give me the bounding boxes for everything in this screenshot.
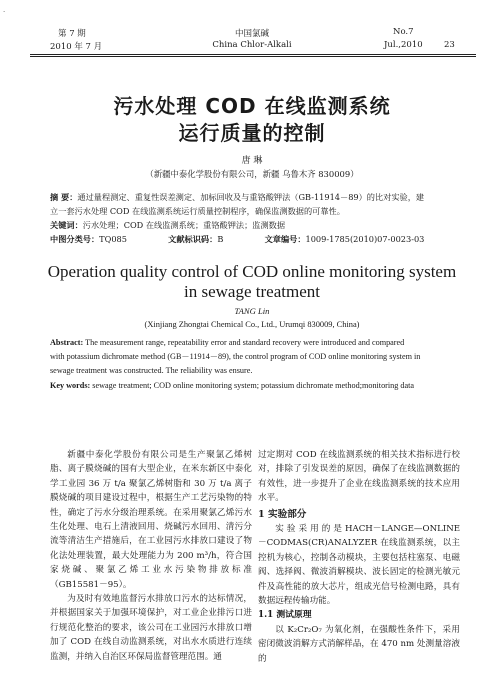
abstract-cn — [50, 190, 460, 205]
author-en: TANG Lin — [234, 306, 270, 316]
section-heading-1: 1 实验部分 — [258, 508, 307, 520]
affiliation-en: (Xinjiang Zhongtai Chemical Co., Ltd., Urumqi 830009, China) — [144, 320, 360, 329]
abstract-en-line3: sewage treatment was constructed. The reliability was ensure. — [50, 366, 253, 375]
title-cn-line2: 运行质量的控制 — [178, 121, 326, 145]
classification-line — [50, 232, 470, 247]
doc-code-value: B — [217, 234, 224, 244]
keywords-cn — [50, 218, 460, 233]
header-page-number: 23 — [444, 40, 455, 50]
section-heading-1-1: 1.1 测试原理 — [258, 610, 312, 621]
body-paragraph: 为及时有效地监督污水排放口污水的达标情况，并根据国家关于加强环境保护，对工业企业排污口进行规范化整治的要求，该公司在工业园污水排放口增加了 COD 在线自动监测系统，对出水水质进行连续监测，并纳入自治区环保局监督管理范围。通 — [50, 594, 252, 662]
article-no-label: 文章编号： — [264, 234, 306, 244]
keywords-cn-label: 关键词： — [50, 220, 83, 230]
header-rule — [30, 54, 476, 55]
keywords-cn-text: 污水处理；COD 在线监测系统；重铬酸钾法；监测数据 — [82, 220, 286, 230]
header-journal-cn: 中国氯碱 — [234, 29, 269, 39]
body-paragraph: 新疆中泰化学股份有限公司是生产聚氯乙烯树脂、离子膜烧碱的国有大型企业，在米东新区中泰化学工业园 36 万 t/a 聚氯乙烯树脂和 30 万 t/a 离子膜烧碱的项目建设过程中，根据生产工艺污染物的特性，确定了污水分级治理系统。在采用聚氯乙烯污水生化处理、电石上清液回用、烧碱污水回用、清污分流等清洁生产措施后，在工业园污水排放口建设了物化法处理装置，最大处理能力为 200 m³/h，符合国家烧碱、聚氯乙烯工业水污染物排放标准（GB15581－95）。 — [50, 450, 252, 590]
abstract-cn-label: 摘 要： — [50, 192, 78, 202]
body-paragraph: 以 K₂Cr₂O₇ 为氧化剂，在强酸性条件下，采用密闭微波消解方式消解样品，在 470 nm 处测量溶液的 — [258, 624, 460, 664]
abstract-en — [50, 336, 470, 351]
article-no-value: 1009-1785(2010)07-0023-03 — [305, 234, 425, 244]
body-paragraph: 过定期对 COD 在线监测系统的相关技术指标进行校对，排除了引发误差的原因，确保了在线监测数据的有效性，进一步提升了企业在线监测系统的技术应用水平。 — [258, 450, 460, 504]
body-left-column — [50, 448, 252, 664]
title-en-line2: in sewage treatment — [184, 282, 320, 301]
body-paragraph: 实 验 采 用 的 是 HACH－LANGE—ONLINE－CODMAS(CR)ANALYZER 在线监测系统，以主控机为核心，控制各动模块，主要包括柱塞泵、电磁阀、选择阀、微波消解模块、波长固定的检测光敏元件及高性能的放大芯片，组成光信号检测电路，具有数据远程传输功能。 — [258, 524, 460, 607]
title-en-line1: Operation quality control of COD online monitoring system — [47, 262, 457, 281]
header-jul: Jul.,2010 — [384, 40, 423, 50]
header-journal-en: China Chlor-Alkali — [212, 40, 292, 50]
keywords-en — [50, 379, 480, 394]
header-rule-double — [30, 56, 476, 57]
header-issue: 第 7 期 — [58, 29, 86, 39]
affiliation-cn: （新疆中泰化学股份有限公司，新疆 乌鲁木齐 830009） — [145, 169, 359, 179]
doc-code-label: 文献标识码： — [168, 234, 218, 244]
abstract-en-line1: The measurement range, repeatability error and standard recovery were introduced and compared — [83, 338, 405, 347]
header-date: 2010 年 7 月 — [50, 42, 103, 52]
keywords-en-text: sewage treatment; COD online monitoring system; potassium dichromate method;monitoring data — [90, 381, 415, 390]
body-right-column — [258, 448, 460, 666]
abstract-cn-line1: 通过量程测定、重复性误差测定、加标回收及与重铬酸钾法（GB-11914－89）的比对实验，建 — [77, 192, 425, 202]
abstract-cn-line2: 立一套污水处理 COD 在线监测系统运行质量控制程序，确保监测数据的可靠性。 — [50, 206, 345, 216]
clc-value: TQ085 — [99, 234, 127, 244]
corner-mark: · — [3, 8, 6, 16]
abstract-en-line2: with potassium dichromate method (GB－11914－89), the control program of COD online monitoring system in — [50, 352, 421, 361]
clc-label: 中图分类号： — [50, 234, 100, 244]
abstract-en-label: Abstract: — [50, 338, 84, 347]
title-cn-line1: 污水处理 COD 在线监测系统 — [113, 94, 391, 118]
header-no: No.7 — [393, 27, 414, 37]
author-cn: 唐 琳 — [241, 156, 263, 166]
keywords-en-label: Key words: — [50, 381, 91, 390]
